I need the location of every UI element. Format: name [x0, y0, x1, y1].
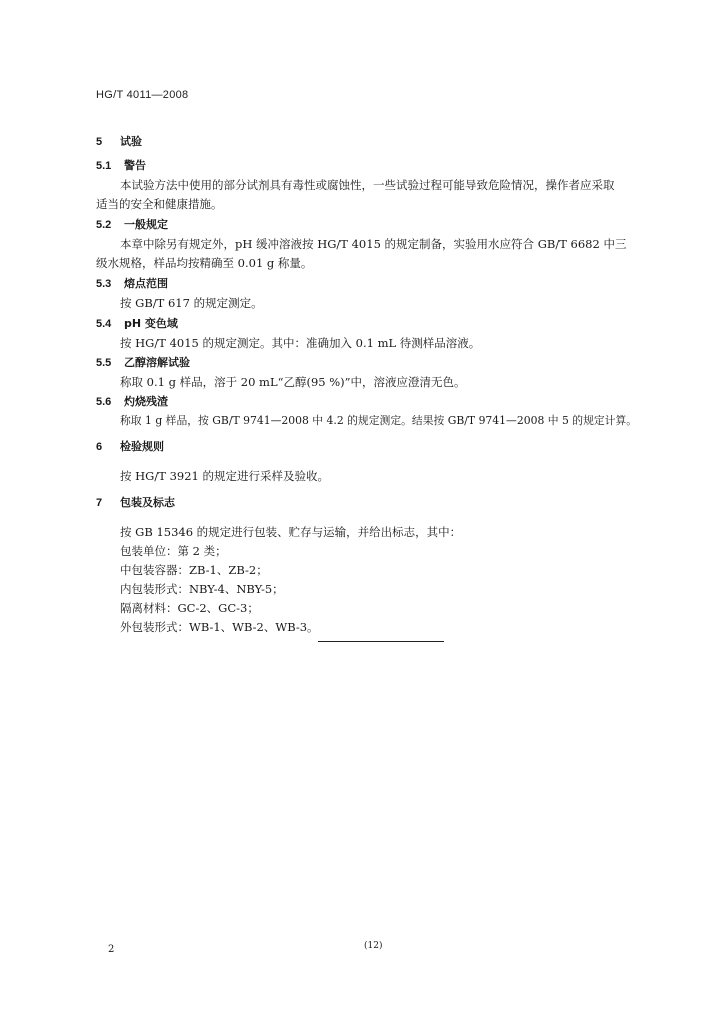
section-title: 包装及标志 [120, 496, 175, 509]
section-5-6-heading [96, 392, 168, 411]
standard-code-header: HG/T 4011—2008 [96, 89, 189, 101]
section-number: 6 [96, 441, 103, 453]
section-number: 7 [96, 497, 103, 509]
section-title: 灼烧残渣 [124, 395, 168, 408]
paragraph-line: 称取 1 g 样品，按 GB/T 9741—2008 中 4.2 的规定测定。结果按 GB/T 9741—2008 中 5 的规定计算。 [120, 414, 638, 427]
paragraph-line: 按 GB 15346 的规定进行包装、贮存与运输，并给出标志，其中： [120, 525, 462, 539]
paragraph-line: 按 HG/T 4015 的规定测定。其中：准确加入 0.1 mL 待测样品溶液。 [120, 336, 481, 350]
section-number: 5.5 [96, 357, 112, 369]
section-5-heading [96, 132, 142, 151]
paragraph-line: 隔离材料：GC-2、GC-3； [120, 601, 259, 615]
section-5-3-heading [96, 274, 168, 293]
paragraph-line: 适当的安全和健康措施。 [96, 197, 223, 211]
section-number: 5.6 [96, 396, 112, 408]
paragraph-line: 按 GB/T 617 的规定测定。 [120, 296, 263, 310]
section-5-4-heading [96, 314, 178, 333]
section-number: 5.3 [96, 278, 112, 290]
paragraph-line: 中包装容器：ZB-1、ZB-2； [120, 563, 268, 577]
paragraph-line: 按 HG/T 3921 的规定进行采样及验收。 [120, 469, 329, 483]
section-title: 警告 [124, 159, 146, 172]
paragraph-line: 本章中除另有规定外，pH 缓冲溶液按 HG/T 4015 的规定制备，实验用水应符合 GB/T 6682 中三 [120, 237, 627, 251]
paragraph-line: 级水规格，样品均按精确至 0.01 g 称量。 [96, 256, 313, 270]
end-rule-divider [318, 641, 444, 642]
section-title: 一般规定 [124, 218, 168, 231]
section-title: pH 变色域 [124, 317, 178, 330]
section-number: 5 [96, 136, 103, 148]
section-number: 5.4 [96, 318, 112, 330]
section-title: 检验规则 [120, 440, 164, 453]
paragraph-line: 外包装形式：WB-1、WB-2、WB-3。 [120, 620, 319, 634]
section-6-heading [96, 437, 164, 456]
footer-mark: (12) [364, 941, 383, 951]
section-5-2-heading [96, 215, 168, 234]
paragraph-line: 包装单位：第 2 类； [120, 544, 227, 558]
section-title: 乙醇溶解试验 [124, 356, 190, 369]
paragraph-line: 本试验方法中使用的部分试剂具有毒性或腐蚀性，一些试验过程可能导致危险情况，操作者应采取 [120, 178, 615, 192]
section-title: 熔点范围 [124, 277, 168, 290]
paragraph-line: 内包装形式：NBY-4、NBY-5； [120, 582, 284, 596]
section-5-5-heading [96, 353, 190, 372]
section-number: 5.1 [96, 160, 112, 172]
section-title: 试验 [120, 135, 142, 148]
page-number: 2 [108, 944, 115, 955]
paragraph-line: 称取 0.1 g 样品，溶于 20 mL“乙醇(95 %)”中，溶液应澄清无色。 [120, 375, 466, 389]
section-5-1-heading [96, 156, 146, 175]
section-7-heading [96, 493, 175, 512]
section-number: 5.2 [96, 219, 112, 231]
